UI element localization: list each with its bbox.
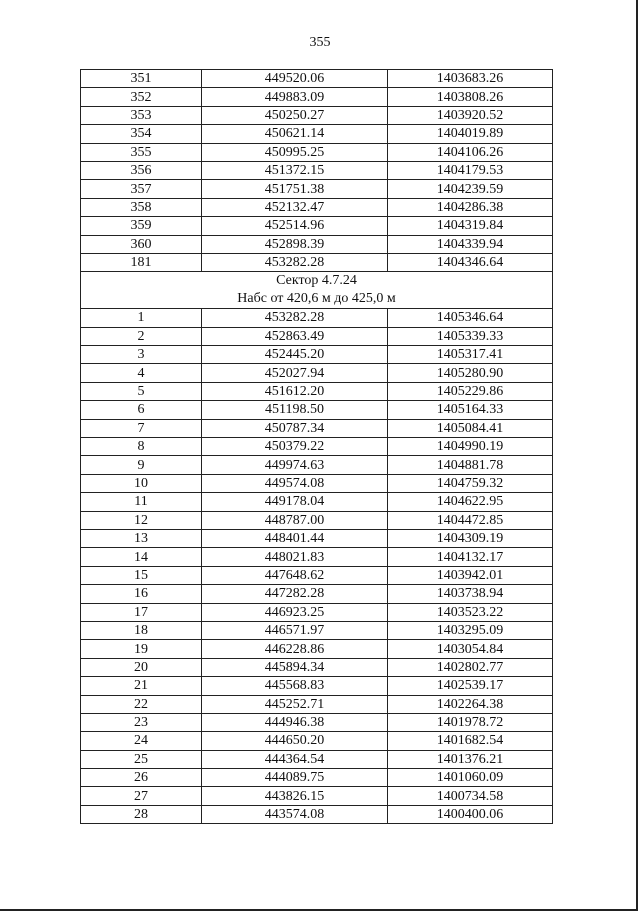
y-coordinate: 1404881.78 <box>388 456 553 474</box>
table-row <box>81 143 553 161</box>
x-coordinate: 452514.96 <box>202 217 388 235</box>
y-coordinate: 1403683.26 <box>388 70 553 88</box>
point-number: 358 <box>81 198 202 216</box>
table-row <box>81 695 553 713</box>
table-row <box>81 732 553 750</box>
table-row <box>81 180 553 198</box>
table-row <box>81 161 553 179</box>
point-number: 28 <box>81 805 202 823</box>
point-number: 16 <box>81 585 202 603</box>
x-coordinate: 452132.47 <box>202 198 388 216</box>
x-coordinate: 452027.94 <box>202 364 388 382</box>
x-coordinate: 445894.34 <box>202 658 388 676</box>
table-row <box>81 750 553 768</box>
x-coordinate: 447282.28 <box>202 585 388 603</box>
table-row <box>81 217 553 235</box>
table-row <box>81 382 553 400</box>
y-coordinate: 1403920.52 <box>388 106 553 124</box>
x-coordinate: 450250.27 <box>202 106 388 124</box>
x-coordinate: 444364.54 <box>202 750 388 768</box>
x-coordinate: 445568.83 <box>202 677 388 695</box>
y-coordinate: 1404286.38 <box>388 198 553 216</box>
table-row <box>81 603 553 621</box>
y-coordinate: 1403295.09 <box>388 621 553 639</box>
x-coordinate: 449574.08 <box>202 474 388 492</box>
y-coordinate: 1401682.54 <box>388 732 553 750</box>
y-coordinate: 1403808.26 <box>388 88 553 106</box>
point-number: 2 <box>81 327 202 345</box>
x-coordinate: 444089.75 <box>202 769 388 787</box>
point-number: 359 <box>81 217 202 235</box>
x-coordinate: 443826.15 <box>202 787 388 805</box>
y-coordinate: 1405280.90 <box>388 364 553 382</box>
y-coordinate: 1404472.85 <box>388 511 553 529</box>
point-number: 10 <box>81 474 202 492</box>
x-coordinate: 453282.28 <box>202 309 388 327</box>
y-coordinate: 1403738.94 <box>388 585 553 603</box>
y-coordinate: 1404339.94 <box>388 235 553 253</box>
point-number: 12 <box>81 511 202 529</box>
sector-title: Сектор 4.7.24 <box>81 272 553 291</box>
point-number: 351 <box>81 70 202 88</box>
y-coordinate: 1404990.19 <box>388 438 553 456</box>
point-number: 11 <box>81 493 202 511</box>
sector-subtitle: Набс от 420,6 м до 425,0 м <box>81 290 553 309</box>
table-row <box>81 88 553 106</box>
x-coordinate: 450995.25 <box>202 143 388 161</box>
y-coordinate: 1403942.01 <box>388 566 553 584</box>
y-coordinate: 1400400.06 <box>388 805 553 823</box>
point-number: 356 <box>81 161 202 179</box>
point-number: 4 <box>81 364 202 382</box>
coordinates-table <box>80 69 553 824</box>
point-number: 20 <box>81 658 202 676</box>
y-coordinate: 1404239.59 <box>388 180 553 198</box>
point-number: 17 <box>81 603 202 621</box>
y-coordinate: 1404759.32 <box>388 474 553 492</box>
y-coordinate: 1402802.77 <box>388 658 553 676</box>
table-row <box>81 474 553 492</box>
x-coordinate: 450379.22 <box>202 438 388 456</box>
x-coordinate: 451372.15 <box>202 161 388 179</box>
point-number: 5 <box>81 382 202 400</box>
table-row <box>81 309 553 327</box>
x-coordinate: 446228.86 <box>202 640 388 658</box>
x-coordinate: 449883.09 <box>202 88 388 106</box>
table-row <box>81 805 553 823</box>
point-number: 22 <box>81 695 202 713</box>
sector-title-row <box>81 272 553 291</box>
x-coordinate: 450787.34 <box>202 419 388 437</box>
table-row <box>81 511 553 529</box>
x-coordinate: 449178.04 <box>202 493 388 511</box>
x-coordinate: 449520.06 <box>202 70 388 88</box>
table-row <box>81 640 553 658</box>
x-coordinate: 451751.38 <box>202 180 388 198</box>
sector-header <box>81 272 553 309</box>
x-coordinate: 451612.20 <box>202 382 388 400</box>
y-coordinate: 1402539.17 <box>388 677 553 695</box>
y-coordinate: 1401060.09 <box>388 769 553 787</box>
table-row <box>81 566 553 584</box>
x-coordinate: 448401.44 <box>202 529 388 547</box>
point-number: 1 <box>81 309 202 327</box>
x-coordinate: 446571.97 <box>202 621 388 639</box>
point-number: 9 <box>81 456 202 474</box>
point-number: 15 <box>81 566 202 584</box>
point-number: 19 <box>81 640 202 658</box>
y-coordinate: 1404319.84 <box>388 217 553 235</box>
point-number: 357 <box>81 180 202 198</box>
x-coordinate: 452445.20 <box>202 346 388 364</box>
table-row <box>81 658 553 676</box>
point-number: 355 <box>81 143 202 161</box>
x-coordinate: 444650.20 <box>202 732 388 750</box>
point-number: 354 <box>81 125 202 143</box>
point-number: 25 <box>81 750 202 768</box>
y-coordinate: 1404179.53 <box>388 161 553 179</box>
x-coordinate: 447648.62 <box>202 566 388 584</box>
y-coordinate: 1404622.95 <box>388 493 553 511</box>
x-coordinate: 443574.08 <box>202 805 388 823</box>
y-coordinate: 1405229.86 <box>388 382 553 400</box>
x-coordinate: 449974.63 <box>202 456 388 474</box>
point-number: 27 <box>81 787 202 805</box>
table-row <box>81 253 553 271</box>
x-coordinate: 453282.28 <box>202 253 388 271</box>
y-coordinate: 1405164.33 <box>388 401 553 419</box>
point-number: 353 <box>81 106 202 124</box>
x-coordinate: 444946.38 <box>202 713 388 731</box>
point-number: 7 <box>81 419 202 437</box>
point-number: 6 <box>81 401 202 419</box>
table-row <box>81 364 553 382</box>
table-row <box>81 401 553 419</box>
y-coordinate: 1400734.58 <box>388 787 553 805</box>
point-number: 21 <box>81 677 202 695</box>
y-coordinate: 1403054.84 <box>388 640 553 658</box>
x-coordinate: 446923.25 <box>202 603 388 621</box>
x-coordinate: 451198.50 <box>202 401 388 419</box>
point-number: 13 <box>81 529 202 547</box>
y-coordinate: 1404309.19 <box>388 529 553 547</box>
point-number: 352 <box>81 88 202 106</box>
y-coordinate: 1405346.64 <box>388 309 553 327</box>
table-row <box>81 235 553 253</box>
y-coordinate: 1404346.64 <box>388 253 553 271</box>
table-row <box>81 70 553 88</box>
y-coordinate: 1403523.22 <box>388 603 553 621</box>
y-coordinate: 1401978.72 <box>388 713 553 731</box>
point-number: 8 <box>81 438 202 456</box>
table-row <box>81 677 553 695</box>
y-coordinate: 1405339.33 <box>388 327 553 345</box>
table-row <box>81 346 553 364</box>
point-number: 181 <box>81 253 202 271</box>
y-coordinate: 1405084.41 <box>388 419 553 437</box>
x-coordinate: 448021.83 <box>202 548 388 566</box>
x-coordinate: 445252.71 <box>202 695 388 713</box>
x-coordinate: 448787.00 <box>202 511 388 529</box>
point-number: 360 <box>81 235 202 253</box>
table-row <box>81 419 553 437</box>
table-row <box>81 585 553 603</box>
y-coordinate: 1405317.41 <box>388 346 553 364</box>
point-number: 24 <box>81 732 202 750</box>
table-row <box>81 125 553 143</box>
y-coordinate: 1404106.26 <box>388 143 553 161</box>
table-row <box>81 548 553 566</box>
table-body-after <box>81 309 553 824</box>
table-row <box>81 327 553 345</box>
table-row <box>81 106 553 124</box>
table-row <box>81 456 553 474</box>
point-number: 3 <box>81 346 202 364</box>
table-row <box>81 713 553 731</box>
x-coordinate: 452898.39 <box>202 235 388 253</box>
y-coordinate: 1404019.89 <box>388 125 553 143</box>
y-coordinate: 1402264.38 <box>388 695 553 713</box>
table-body-before <box>81 70 553 272</box>
x-coordinate: 450621.14 <box>202 125 388 143</box>
table-row <box>81 493 553 511</box>
table-row <box>81 787 553 805</box>
page-number: 355 <box>309 35 331 50</box>
table-row <box>81 529 553 547</box>
table-row <box>81 769 553 787</box>
sector-subtitle-row <box>81 290 553 309</box>
y-coordinate: 1404132.17 <box>388 548 553 566</box>
table-row <box>81 621 553 639</box>
point-number: 14 <box>81 548 202 566</box>
table-row <box>81 438 553 456</box>
x-coordinate: 452863.49 <box>202 327 388 345</box>
table-row <box>81 198 553 216</box>
point-number: 23 <box>81 713 202 731</box>
point-number: 18 <box>81 621 202 639</box>
point-number: 26 <box>81 769 202 787</box>
y-coordinate: 1401376.21 <box>388 750 553 768</box>
